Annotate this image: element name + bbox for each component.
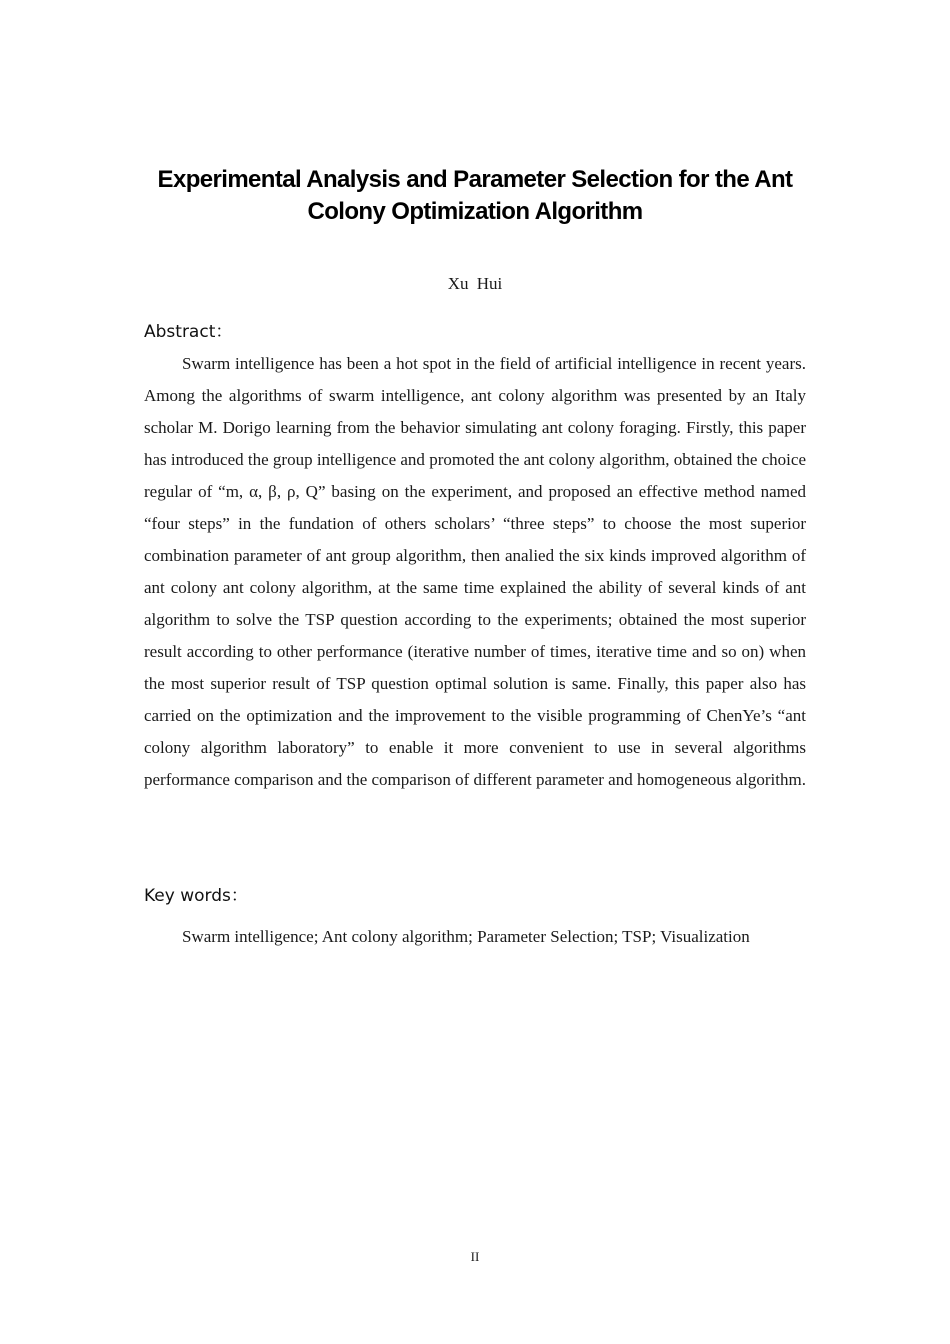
document-page [144,0,806,1344]
page-number: II [470,1249,480,1264]
paper-title-line-2: Colony Optimization Algorithm [307,198,643,225]
keywords-heading: Key words： [144,886,248,906]
paper-title-line-1: Experimental Analysis and Parameter Selection for the Ant [157,166,793,193]
author-name: Xu Hui [447,274,503,293]
abstract-body: Swarm intelligence has been a hot spot in the field of artificial intelligence in recent years. Among the algorithms of swarm intelligence, ant colony algorithm was presented by an Italy scholar M. Dorigo learning from the behavior simulating ant colony foraging. Firstly, this paper has introduced the group intelligence and promoted the ant colony algorithm, obtained the choice regular of “m, α, β, ρ, Q” basing on the experiment, and proposed an effective method named “four steps” in the fundation of others scholars’ “three steps” to choose the most superior combination parameter of ant group algorithm, then analied the six kinds improved algorithm of ant colony ant colony algorithm, at the same time explained the ability of several kinds of ant algorithm to solve the TSP question according to the experiments; obtained the most superior result according to other performance (iterative number of times, iterative time and so on) when the most superior result of TSP question optimal solution is same. Finally, this paper also has carried on the optimization and the improvement to the visible programming of ChenYe’s “ant colony algorithm laboratory” to enable it more convenient to use in several algorithms performance comparison and the comparison of different parameter and homogeneous algorithm. [144,354,806,789]
abstract-heading: Abstract： [144,322,233,342]
keywords-body: Swarm intelligence; Ant colony algorithm; Parameter Selection; TSP; Visualization [182,927,750,946]
paper-title [144,164,806,228]
